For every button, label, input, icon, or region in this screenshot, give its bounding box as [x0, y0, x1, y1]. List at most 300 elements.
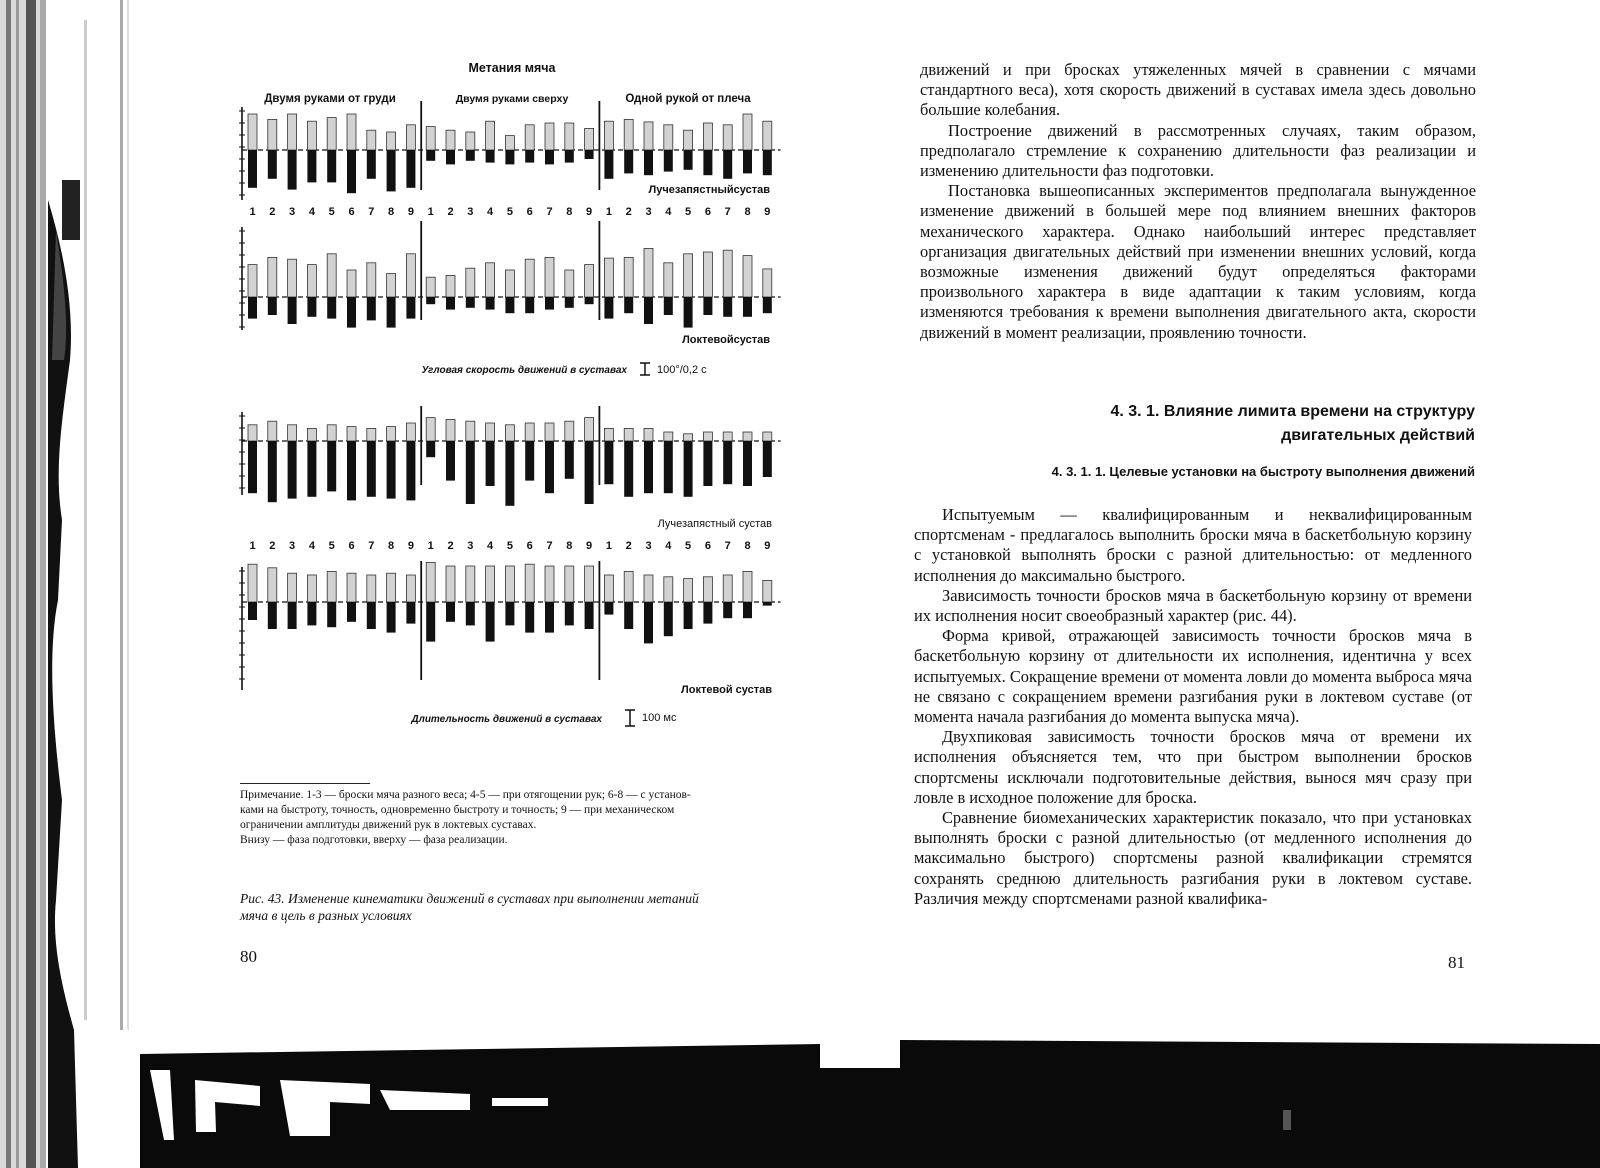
bar-preparation — [426, 602, 435, 642]
bar-realization — [406, 254, 415, 297]
bar-realization — [763, 580, 772, 602]
bar-realization — [426, 562, 435, 602]
bar-realization — [684, 254, 693, 297]
bar-realization — [367, 130, 376, 150]
x-tick-label: 9 — [764, 206, 771, 218]
x-tick-label: 1 — [249, 206, 256, 218]
bar-realization — [545, 423, 554, 441]
bar-realization — [743, 114, 752, 150]
bar-realization — [545, 257, 554, 297]
bar-preparation — [406, 297, 415, 319]
bar-realization — [486, 121, 495, 150]
bar-realization — [347, 114, 356, 150]
bar-realization — [545, 566, 554, 602]
bar-realization — [307, 428, 316, 441]
bar-preparation — [703, 441, 712, 486]
bar-preparation — [486, 297, 495, 310]
bar-preparation — [505, 602, 514, 625]
x-tick-label: 4 — [487, 206, 494, 218]
bar-realization — [248, 114, 257, 150]
bar-preparation — [387, 602, 396, 633]
bar-realization — [604, 428, 613, 441]
x-tick-label: 8 — [388, 206, 395, 218]
bar-preparation — [565, 441, 574, 479]
section-heading — [1110, 400, 1475, 448]
bar-realization — [466, 132, 475, 150]
bar-realization — [446, 130, 455, 150]
bar-preparation — [505, 150, 514, 164]
bar-realization — [743, 256, 752, 297]
bar-realization — [664, 263, 673, 297]
x-tick-label: 5 — [328, 206, 335, 218]
bar-preparation — [684, 602, 693, 629]
bar-preparation — [446, 441, 455, 481]
bar-preparation — [406, 441, 415, 500]
x-tick-label: 1 — [427, 540, 434, 552]
x-tick-label: 3 — [289, 540, 296, 552]
bar-preparation — [723, 602, 732, 618]
x-tick-label: 9 — [586, 206, 593, 218]
bar-realization — [624, 428, 633, 441]
bar-preparation — [684, 150, 693, 170]
bar-realization — [367, 428, 376, 441]
bar-preparation — [565, 602, 574, 625]
bar-preparation — [307, 150, 316, 182]
bar-realization — [723, 125, 732, 150]
bar-preparation — [703, 150, 712, 175]
bar-preparation — [248, 297, 257, 319]
x-tick-label: 5 — [506, 540, 513, 552]
bar-realization — [585, 265, 594, 297]
bar-realization — [406, 423, 415, 441]
x-tick-label: 6 — [704, 540, 711, 552]
x-tick-label: 3 — [645, 540, 652, 552]
group-label-2: Двумя руками сверху — [455, 93, 569, 105]
bar-preparation — [565, 297, 574, 308]
x-tick-label: 7 — [368, 540, 375, 552]
bar-realization — [307, 265, 316, 297]
bar-preparation — [347, 150, 356, 193]
bar-realization — [763, 121, 772, 150]
x-tick-label: 7 — [546, 206, 553, 218]
bar-panel-duration-wrist — [239, 406, 781, 506]
bar-realization — [268, 568, 277, 602]
x-tick-label: 2 — [269, 540, 276, 552]
joint-label-elbow-2: Локтевой сустав — [681, 684, 772, 696]
bar-preparation — [446, 602, 455, 622]
bar-realization — [525, 125, 534, 150]
bar-preparation — [604, 441, 613, 484]
bar-preparation — [664, 150, 673, 172]
paragraph: Построение движений в рассмотренных случаях, таким образом, предполагало стремление к сохранению длительности фаз реализации и изменению длительности фаз подготовки. — [920, 120, 1476, 181]
figure-title: Метания мяча — [468, 61, 556, 75]
bar-realization — [406, 125, 415, 150]
bar-realization — [565, 566, 574, 602]
bar-realization — [644, 575, 653, 602]
bar-preparation — [525, 441, 534, 481]
x-tick-label: 3 — [645, 206, 652, 218]
x-tick-label: 8 — [566, 540, 573, 552]
bar-preparation — [288, 150, 297, 190]
bar-realization — [248, 564, 257, 602]
paragraph: Двухпиковая зависимость точности бросков мяча от времени их исполнения объясняется тем, что при быстром выполнении бросков спортсмены исключали подготовительные действия, вынося мяч сразу при ловле в исходное положение для броска. — [914, 727, 1472, 807]
bar-realization — [387, 274, 396, 297]
bar-preparation — [743, 602, 752, 618]
bar-preparation — [664, 602, 673, 636]
bar-preparation — [387, 441, 396, 499]
x-tick-label: 1 — [427, 206, 434, 218]
bar-realization — [367, 575, 376, 602]
x-tick-label: 4 — [665, 540, 672, 552]
bar-preparation — [644, 441, 653, 493]
bar-realization — [327, 254, 336, 297]
bar-preparation — [585, 441, 594, 504]
bar-preparation — [268, 297, 277, 315]
note-line: Примечание. 1-3 — броски мяча разного веса; 4-5 — при отягощении рук; 6-8 — с установ- — [240, 789, 691, 801]
text-block-top — [920, 60, 1476, 343]
bar-preparation — [565, 150, 574, 163]
duration-scale-bar-icon — [625, 710, 635, 726]
note-separator — [240, 783, 370, 784]
bar-realization — [288, 114, 297, 150]
bar-preparation — [585, 297, 594, 304]
bar-realization — [644, 248, 653, 297]
paragraph: Постановка вышеописанных экспериментов предполагала вынужденное изменение движений в большей мере под влиянием внешних факторов механического характера. Однако наибольший интерес представляет организация двигательных действий при изменении внешних условий, когда возможные изменения движений будут определяться факторами произвольного характера в виде адаптации к таким условиям, когда изменяются требования к времени выполнения двигательного акта, скорости движений в момент реализации, проявлению точности. — [920, 181, 1476, 342]
x-tick-row-2 — [249, 540, 770, 552]
bar-realization — [307, 575, 316, 602]
bar-realization — [466, 566, 475, 602]
bar-realization — [327, 571, 336, 602]
bar-preparation — [248, 602, 257, 620]
bar-realization — [723, 432, 732, 441]
x-tick-label: 2 — [447, 206, 454, 218]
bar-realization — [387, 427, 396, 441]
x-tick-label: 9 — [586, 540, 593, 552]
bar-preparation — [406, 602, 415, 624]
bar-realization — [624, 119, 633, 150]
bar-realization — [743, 571, 752, 602]
bar-realization — [684, 434, 693, 441]
bar-preparation — [347, 602, 356, 622]
bar-realization — [604, 575, 613, 602]
x-tick-label: 4 — [487, 540, 494, 552]
bar-preparation — [268, 150, 277, 179]
paragraph: Сравнение биомеханических характеристик показало, что при установках выполнять броски с разной длительностью (от медленного исполнения до максимально быстрого) спортсмены разной квалификации стремятся сохранять среднюю длительность разгибания руки в локтевом суставе. Различия между спортсменами разной квалифика- — [914, 808, 1472, 908]
bar-preparation — [525, 150, 534, 163]
bar-realization — [426, 277, 435, 297]
x-tick-label: 2 — [625, 206, 632, 218]
caption-line: мяча в цель в разных условиях — [240, 908, 412, 923]
bar-preparation — [624, 297, 633, 313]
bar-preparation — [307, 297, 316, 317]
bar-preparation — [268, 441, 277, 502]
x-tick-label: 7 — [724, 206, 731, 218]
bar-realization — [406, 575, 415, 602]
bar-preparation — [446, 297, 455, 310]
text-block-bottom — [914, 505, 1472, 909]
bar-preparation — [525, 602, 534, 633]
bar-preparation — [426, 441, 435, 457]
note-line: ограничении амплитуды движений рук в локтевых суставах. — [240, 819, 537, 831]
bar-realization — [585, 566, 594, 602]
bar-preparation — [347, 297, 356, 328]
right-page — [900, 0, 1600, 1168]
x-tick-label: 5 — [685, 540, 692, 552]
bar-preparation — [466, 602, 475, 625]
bar-preparation — [327, 297, 336, 319]
bar-preparation — [684, 441, 693, 497]
bar-realization — [248, 425, 257, 441]
bar-preparation — [624, 150, 633, 173]
bar-realization — [525, 564, 534, 602]
x-tick-label: 9 — [764, 540, 771, 552]
bar-preparation — [604, 150, 613, 179]
bar-realization — [644, 428, 653, 441]
bar-preparation — [763, 297, 772, 313]
bar-realization — [763, 269, 772, 297]
bar-realization — [565, 123, 574, 150]
velocity-scale-bar-icon — [640, 363, 650, 375]
bar-realization — [723, 250, 732, 297]
bar-preparation — [367, 441, 376, 497]
bar-realization — [387, 573, 396, 602]
bar-preparation — [505, 441, 514, 506]
bar-realization — [327, 425, 336, 441]
bar-preparation — [387, 297, 396, 328]
x-tick-label: 1 — [605, 540, 612, 552]
note-line: Внизу — фаза подготовки, вверху — фаза реализации. — [240, 834, 508, 846]
bar-preparation — [486, 150, 495, 163]
scan-edge-artifact — [0, 0, 135, 1168]
x-tick-label: 1 — [605, 206, 612, 218]
x-tick-label: 8 — [744, 206, 751, 218]
bar-realization — [288, 573, 297, 602]
x-tick-label: 4 — [308, 206, 315, 218]
duration-scale-label: Длительность движений в суставах — [411, 714, 602, 725]
bar-preparation — [426, 150, 435, 161]
bar-preparation — [307, 602, 316, 625]
bar-preparation — [486, 441, 495, 486]
bar-preparation — [743, 297, 752, 317]
bar-realization — [723, 575, 732, 602]
bar-realization — [684, 579, 693, 602]
bar-preparation — [604, 297, 613, 319]
bar-preparation — [604, 602, 613, 615]
paragraph: Испытуемым — квалифицированным и неквалифицированным спортсменам - предлагалось выполнить броски мяча в баскетбольную корзину с установкой выполнять броски с разной длительностью: от медленного исполнения до максимально быстрого. — [914, 505, 1472, 585]
duration-scale-value: 100 мс — [642, 712, 677, 724]
bar-realization — [703, 432, 712, 441]
bar-realization — [664, 577, 673, 602]
bar-realization — [268, 119, 277, 150]
bar-realization — [288, 259, 297, 297]
bar-panel-velocity-elbow — [239, 221, 781, 330]
bar-realization — [446, 419, 455, 441]
bar-realization — [268, 257, 277, 297]
bar-preparation — [406, 150, 415, 188]
x-tick-label: 9 — [407, 206, 414, 218]
x-tick-label: 3 — [289, 206, 296, 218]
bar-preparation — [545, 150, 554, 164]
bar-realization — [505, 425, 514, 441]
bar-realization — [664, 125, 673, 150]
bar-preparation — [525, 297, 534, 313]
bar-preparation — [545, 441, 554, 493]
bar-preparation — [466, 150, 475, 161]
x-tick-label: 3 — [467, 206, 474, 218]
x-tick-label: 2 — [269, 206, 276, 218]
bar-realization — [347, 427, 356, 441]
x-tick-label: 4 — [308, 540, 315, 552]
velocity-scale-label: Угловая скорость движений в суставах — [421, 365, 627, 376]
bar-realization — [644, 122, 653, 150]
paragraph: Форма кривой, отражающей зависимость точности бросков мяча в баскетбольную корзину от длительности их исполнения, идентична у всех испытуемых. Сокращение времени от момента ловли до момента выброса мяча не связано с сокращением времени разгибания руки в локтевом суставе (от момента начала разгибания до момента выпуска мяча). — [914, 626, 1472, 727]
joint-label-wrist: Лучезапястныйсустав — [648, 184, 770, 196]
x-tick-label: 6 — [526, 206, 533, 218]
bar-preparation — [505, 297, 514, 313]
bar-preparation — [624, 441, 633, 497]
bar-realization — [525, 259, 534, 297]
section-heading-line: 4. 3. 1. Влияние лимита времени на структуру — [1110, 403, 1475, 420]
bar-preparation — [545, 297, 554, 310]
bar-realization — [585, 418, 594, 441]
bar-realization — [486, 263, 495, 297]
bar-preparation — [387, 150, 396, 191]
x-tick-label: 2 — [625, 540, 632, 552]
bar-realization — [604, 121, 613, 150]
bar-preparation — [723, 297, 732, 317]
bar-realization — [446, 275, 455, 297]
bar-realization — [565, 421, 574, 441]
left-page — [135, 0, 835, 1168]
bar-realization — [525, 423, 534, 441]
bar-realization — [763, 432, 772, 441]
bar-preparation — [446, 150, 455, 164]
velocity-scale-value: 100°/0,2 с — [657, 364, 707, 376]
bar-preparation — [288, 297, 297, 324]
bar-realization — [327, 118, 336, 150]
bar-realization — [664, 432, 673, 441]
x-tick-label: 7 — [546, 540, 553, 552]
bar-realization — [624, 571, 633, 602]
x-tick-label: 8 — [566, 206, 573, 218]
bar-realization — [684, 130, 693, 150]
x-tick-label: 5 — [328, 540, 335, 552]
page-number-left: 80 — [240, 947, 257, 966]
bar-preparation — [644, 150, 653, 175]
x-tick-label: 3 — [467, 540, 474, 552]
bar-preparation — [327, 441, 336, 491]
bar-preparation — [763, 602, 772, 606]
bar-preparation — [367, 297, 376, 320]
bar-preparation — [248, 441, 257, 493]
bar-preparation — [624, 602, 633, 629]
bar-realization — [505, 566, 514, 602]
bar-realization — [466, 421, 475, 441]
bar-preparation — [743, 150, 752, 173]
bar-preparation — [664, 297, 673, 315]
group-label-1: Двумя руками от груди — [264, 93, 396, 105]
bar-preparation — [288, 441, 297, 499]
bar-realization — [703, 577, 712, 602]
bar-realization — [268, 421, 277, 441]
bar-preparation — [288, 602, 297, 629]
bar-realization — [248, 265, 257, 297]
bar-preparation — [644, 297, 653, 324]
page-number-right: 81 — [1448, 953, 1465, 972]
caption-line: Рис. 43. Изменение кинематики движений в суставах при выполнении метаний — [240, 891, 699, 906]
bar-realization — [565, 270, 574, 297]
subsection-heading: 4. 3. 1. 1. Целевые установки на быстроту выполнения движений — [1051, 464, 1475, 479]
bar-preparation — [684, 297, 693, 328]
bar-realization — [545, 123, 554, 150]
bar-realization — [307, 121, 316, 150]
bar-preparation — [466, 297, 475, 308]
bar-preparation — [763, 441, 772, 477]
x-tick-label: 9 — [407, 540, 414, 552]
section-heading-line: двигательных действий — [1281, 427, 1475, 444]
bar-preparation — [327, 602, 336, 627]
bar-preparation — [268, 602, 277, 629]
x-tick-row-1 — [249, 206, 770, 218]
x-tick-label: 5 — [685, 206, 692, 218]
bar-preparation — [367, 150, 376, 179]
x-tick-label: 8 — [744, 540, 751, 552]
bar-preparation — [585, 150, 594, 159]
bar-realization — [604, 258, 613, 297]
bar-preparation — [426, 297, 435, 304]
bar-preparation — [703, 297, 712, 315]
x-tick-label: 7 — [724, 540, 731, 552]
bar-realization — [446, 566, 455, 602]
bar-realization — [703, 252, 712, 297]
bar-realization — [466, 268, 475, 297]
bar-realization — [426, 418, 435, 441]
bar-preparation — [327, 150, 336, 182]
x-tick-label: 6 — [348, 206, 355, 218]
bar-realization — [486, 566, 495, 602]
x-tick-label: 2 — [447, 540, 454, 552]
figure-43 — [230, 55, 790, 735]
x-tick-label: 5 — [506, 206, 513, 218]
x-tick-label: 1 — [249, 540, 256, 552]
bar-preparation — [723, 441, 732, 484]
bar-preparation — [723, 150, 732, 179]
bar-realization — [743, 432, 752, 441]
bar-realization — [624, 257, 633, 297]
x-tick-label: 8 — [388, 540, 395, 552]
bar-realization — [288, 425, 297, 441]
bar-preparation — [644, 602, 653, 643]
bar-preparation — [743, 441, 752, 486]
bar-preparation — [307, 441, 316, 497]
bar-realization — [703, 123, 712, 150]
bar-preparation — [466, 441, 475, 504]
note-line: ками на быстроту, точность, одновременно быстроту и точность; 9 — при механическом — [240, 804, 675, 816]
bar-preparation — [486, 602, 495, 642]
joint-label-wrist-2: Лучезапястный сустав — [657, 518, 772, 530]
bar-realization — [486, 423, 495, 441]
x-tick-label: 6 — [526, 540, 533, 552]
x-tick-label: 7 — [368, 206, 375, 218]
bar-preparation — [585, 602, 594, 629]
x-tick-label: 4 — [665, 206, 672, 218]
x-tick-label: 6 — [704, 206, 711, 218]
joint-label-elbow: Локтевойсустав — [682, 334, 770, 346]
bar-preparation — [367, 602, 376, 629]
figure-caption — [240, 890, 800, 924]
bar-realization — [505, 270, 514, 297]
paragraph: движений и при бросках утяжеленных мячей в сравнении с мячами стандартного веса), хотя скорость движений в суставах имела здесь довольно большие колебания. — [920, 60, 1476, 120]
